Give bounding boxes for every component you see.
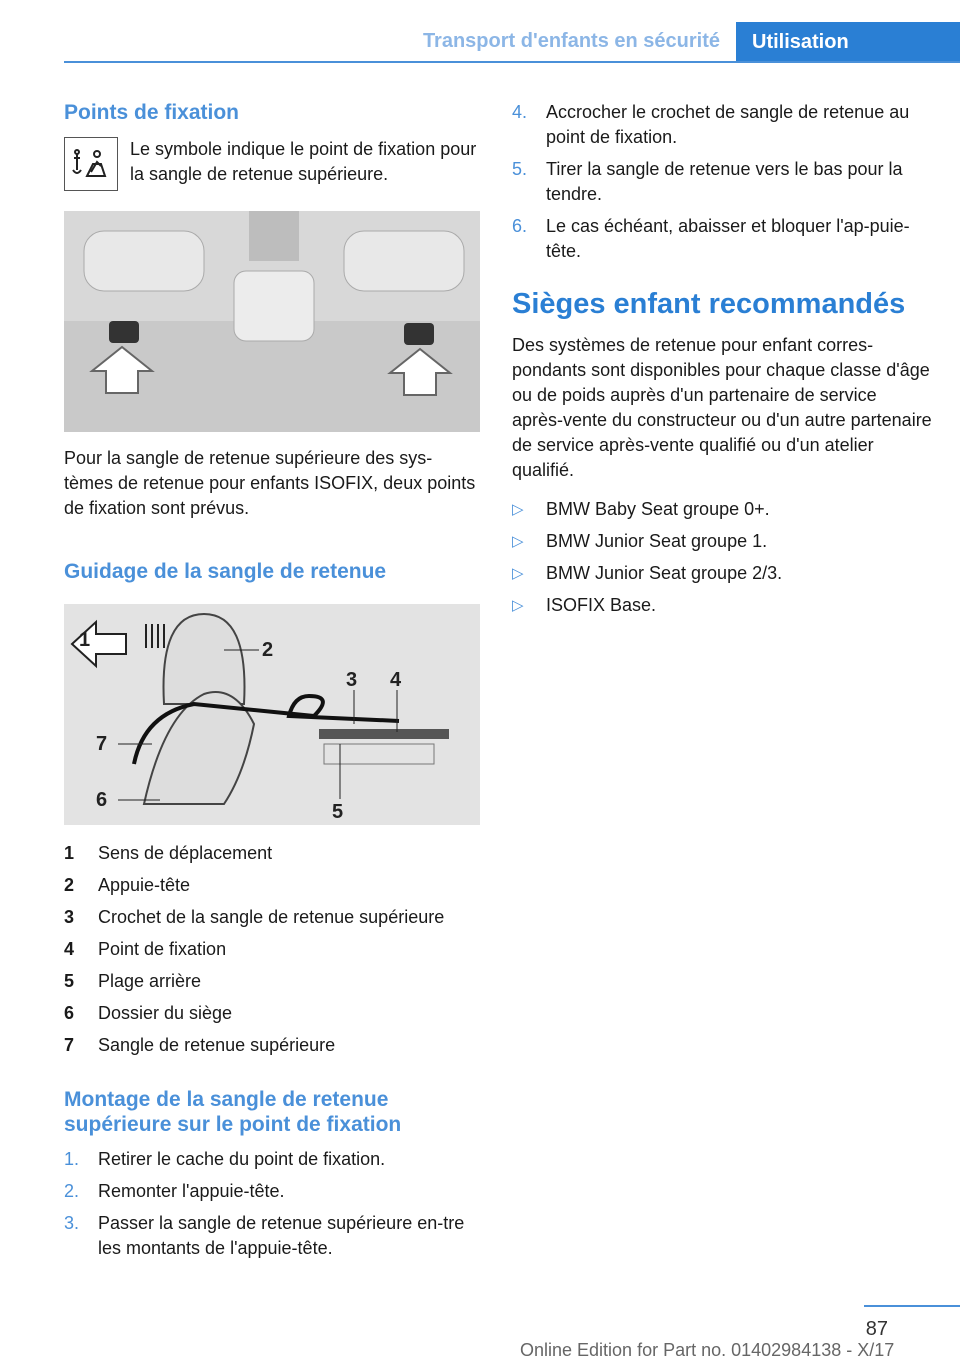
bullet-triangle-icon: ▷ bbox=[512, 533, 524, 550]
bullet-triangle-icon: ▷ bbox=[512, 565, 524, 582]
symbol-row bbox=[64, 137, 480, 191]
page-number: 87 bbox=[865, 1318, 888, 1340]
figure-label-7: 7 bbox=[96, 733, 108, 755]
header-chapter-tab[interactable]: Utilisation bbox=[736, 22, 960, 63]
strap-routing-diagram bbox=[64, 604, 480, 825]
list-item: ▷ BMW Junior Seat groupe 2/3. bbox=[512, 561, 932, 586]
figure-label-1: 1 bbox=[79, 629, 91, 651]
header-section-title: Transport d'enfants en sécurité bbox=[422, 30, 720, 52]
heading-points-fixation: Points de fixation bbox=[64, 101, 240, 124]
list-item: ▷ ISOFIX Base. bbox=[512, 593, 932, 618]
footer-rule bbox=[864, 1305, 960, 1307]
list-item: ▷ BMW Baby Seat groupe 0+. bbox=[512, 497, 932, 522]
list-item: ▷ BMW Junior Seat groupe 1. bbox=[512, 529, 932, 554]
heading-sieges-enfant: Sièges enfant recommandés bbox=[512, 288, 906, 320]
rear-seat-photo bbox=[64, 211, 480, 432]
heading-guidage: Guidage de la sangle de retenue bbox=[64, 560, 387, 583]
symbol-description: Le symbole indique le point de fixation pour la sangle de retenue supérieure. bbox=[130, 139, 477, 184]
left-column bbox=[64, 100, 480, 1268]
right-steps-list bbox=[512, 100, 932, 264]
sieges-intro: Des systèmes de retenue pour enfant corres-pondants sont disponibles pour chaque classe d'âge ou de poids auprès d'un partenaire de service après-vente du constructeur ou d'un autre partenaire de service après-vente qualifié ou d'un atelier qualifié. bbox=[512, 335, 932, 480]
recommended-seats-list bbox=[512, 497, 932, 618]
step-item: 4. Accrocher le crochet de sangle de retenue au point de fixation. bbox=[512, 102, 910, 147]
figure-label-4: 4 bbox=[390, 669, 402, 691]
legend-item: 3 Crochet de la sangle de retenue supérieure bbox=[64, 907, 445, 927]
right-column bbox=[512, 100, 932, 625]
step-item: 2. Remonter l'appuie-tête. bbox=[64, 1181, 285, 1201]
legend-item: 4 Point de fixation bbox=[64, 939, 227, 959]
figure-label-6: 6 bbox=[96, 789, 108, 811]
heading-montage: Montage de la sangle de retenue supérieure sur le point de fixation bbox=[64, 1088, 402, 1136]
legend-item: 5 Plage arrière bbox=[64, 971, 202, 991]
legend-item: 6 Dossier du siège bbox=[64, 1003, 233, 1023]
step-item: 3. Passer la sangle de retenue supérieure en-tre les montants de l'appuie-tête. bbox=[64, 1213, 465, 1258]
step-item: 6. Le cas échéant, abaisser et bloquer l'ap-puie-tête. bbox=[512, 216, 910, 261]
legend-item: 7 Sangle de retenue supérieure bbox=[64, 1035, 336, 1055]
figure-legend bbox=[64, 837, 480, 1061]
child-seat-anchor-icon bbox=[64, 137, 118, 191]
bullet-triangle-icon: ▷ bbox=[512, 597, 524, 614]
bullet-triangle-icon: ▷ bbox=[512, 501, 524, 518]
step-item: 5. Tirer la sangle de retenue vers le bas pour la tendre. bbox=[512, 159, 903, 204]
step-item: 1. Retirer le cache du point de fixation. bbox=[64, 1149, 386, 1169]
figure-label-2: 2 bbox=[262, 639, 274, 661]
left-steps-list bbox=[64, 1147, 480, 1261]
footer-edition: Online Edition for Part no. 01402984138 - X/17 bbox=[520, 1340, 895, 1360]
figure-label-3: 3 bbox=[346, 669, 358, 691]
header-rule bbox=[64, 61, 960, 63]
isofix-description: Pour la sangle de retenue supérieure des sys-tèmes de retenue pour enfants ISOFIX, deux points de fixation sont prévus. bbox=[64, 448, 476, 518]
figure-label-5: 5 bbox=[332, 801, 344, 823]
legend-item: 1 Sens de déplacement bbox=[64, 843, 273, 863]
legend-item: 2 Appuie-tête bbox=[64, 875, 191, 895]
